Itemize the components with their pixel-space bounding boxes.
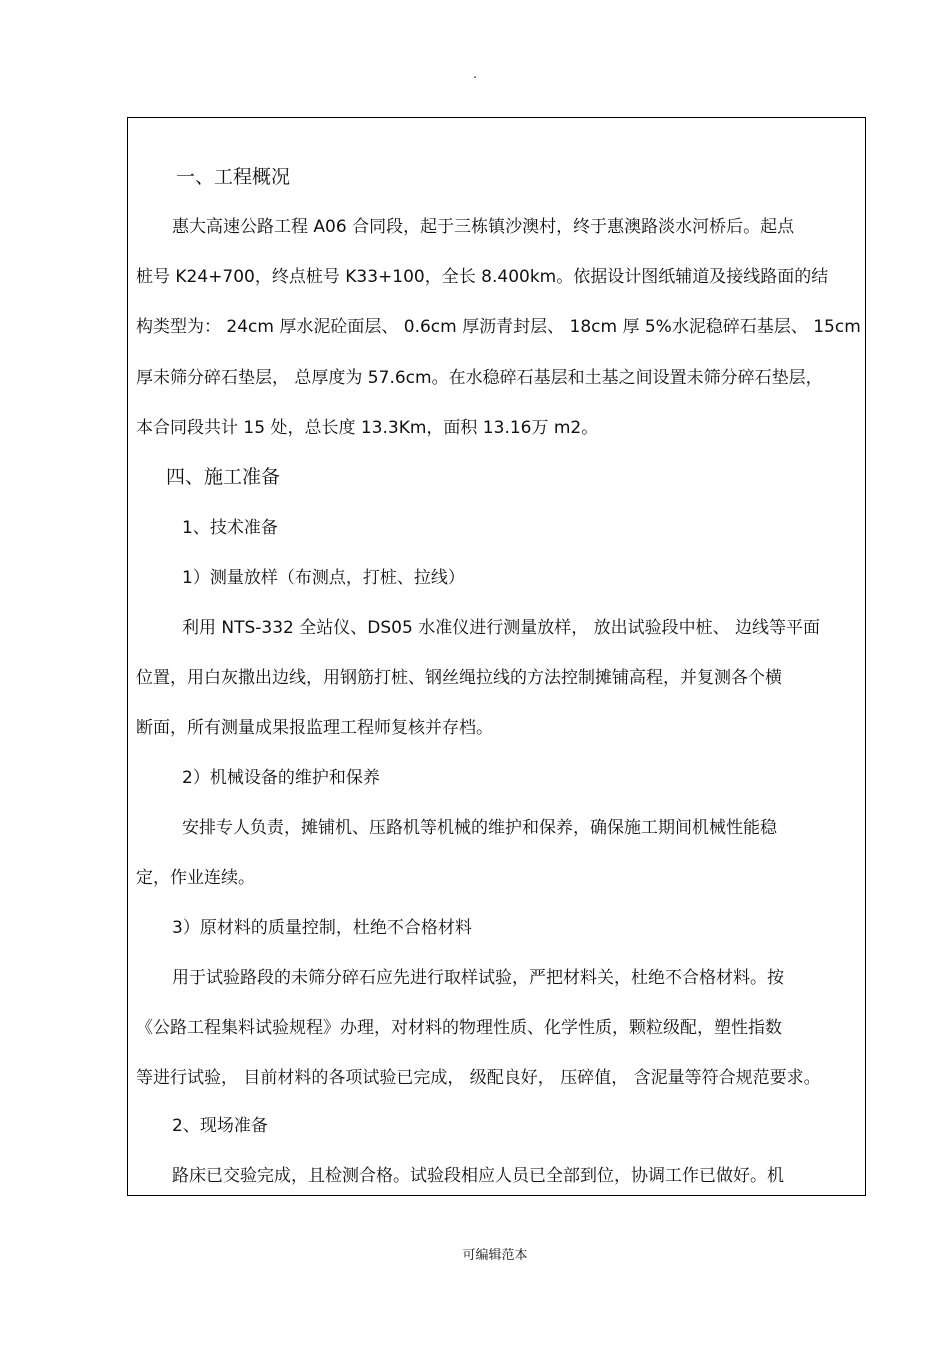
overview-line-1: 惠大高速公路工程 A06 合同段，起于三栋镇沙澳村，终于惠澳路淡水河桥后。起点 [172,217,795,237]
site-line-1: 路床已交验完成，且检测合格。试验段相应人员已全部到位，协调工作已做好。机 [172,1166,784,1186]
survey-line-2: 位置，用白灰撒出边线，用钢筋打桩、钢丝绳拉线的方法控制摊铺高程，并复测各个横 [136,668,782,688]
machinery-line-1: 安排专人负责，摊铺机、压路机等机械的维护和保养，确保施工期间机械性能稳 [182,818,777,838]
materials-line-2: 《公路工程集料试验规程》办理，对材料的物理性质、化学性质，颗粒级配，塑性指数 [136,1018,782,1038]
header-dot: . [473,67,477,81]
item-survey-heading: 1）测量放样（布测点，打桩、拉线） [182,568,465,588]
section-heading-preparation: 四、施工准备 [166,466,281,488]
page-footer: 可编辑范本 [462,1248,528,1263]
overview-line-2: 桩号 K24+700，终点桩号 K33+100，全长 8.400km。依据设计图纸辅道及接线路面的结 [136,267,829,287]
subheading-technical: 1、技术准备 [182,518,278,538]
overview-line-5: 本合同段共计 15 处，总长度 13.3Km，面积 13.16万 m2。 [136,418,599,438]
subheading-site: 2、现场准备 [172,1116,268,1136]
item-materials-heading: 3）原材料的质量控制，杜绝不合格材料 [172,918,472,938]
overview-line-4: 厚未筛分碎石垫层， 总厚度为 57.6cm。在水稳碎石基层和土基之间设置未筛分碎石垫层， [136,368,823,388]
machinery-line-2: 定，作业连续。 [136,868,255,888]
item-machinery-heading: 2）机械设备的维护和保养 [182,768,380,788]
overview-line-3: 构类型为： 24cm 厚水泥砼面层、 0.6cm 厚沥青封层、 18cm 厚 5%水泥稳碎石基层、 15cm [136,317,861,337]
section-heading-overview: 一、工程概况 [176,166,291,188]
survey-line-1: 利用 NTS-332 全站仪、DS05 水准仪进行测量放样， 放出试验段中桩、 边线等平面 [182,618,821,638]
materials-line-3: 等进行试验， 目前材料的各项试验已完成， 级配良好， 压碎值， 含泥量等符合规范要求。 [136,1068,821,1088]
survey-line-3: 断面，所有测量成果报监理工程师复核并存档。 [136,718,493,738]
materials-line-1: 用于试验路段的未筛分碎石应先进行取样试验，严把材料关，杜绝不合格材料。按 [172,968,784,988]
